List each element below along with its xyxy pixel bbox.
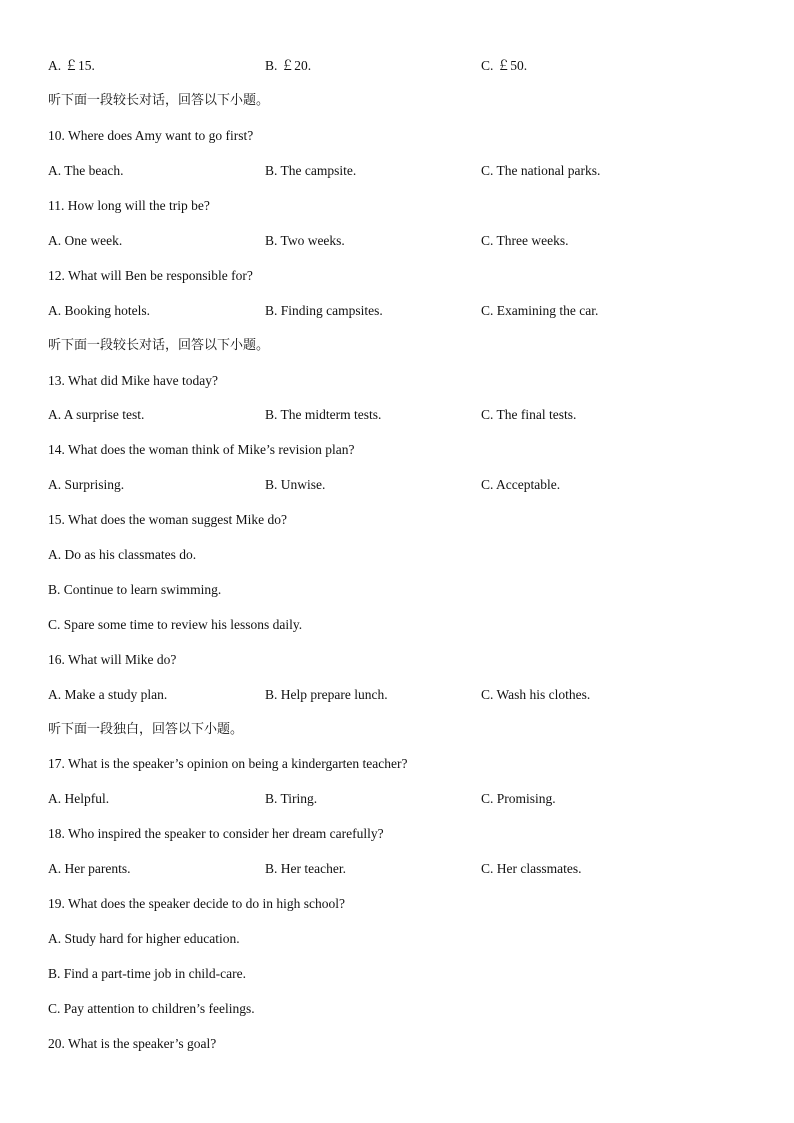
q10-option-a: A. The beach.: [48, 163, 124, 178]
q20-question: 20. What is the speaker’s goal?: [48, 1036, 217, 1051]
q13-question: 13. What did Mike have today?: [48, 373, 218, 388]
q12-option-c: C. Examining the car.: [481, 303, 599, 318]
q18-option-c: C. Her classmates.: [481, 861, 582, 876]
q9-option-b: B. ￡20.: [265, 58, 312, 73]
q13-option-a: A. A surprise test.: [48, 407, 145, 422]
q19-option-a: A. Study hard for higher education.: [48, 931, 240, 946]
q19-option-c: C. Pay attention to children’s feelings.: [48, 1001, 255, 1016]
q14-option-a: A. Surprising.: [48, 477, 125, 492]
q12-option-b: B. Finding campsites.: [265, 303, 383, 318]
q13-option-b: B. The midterm tests.: [265, 407, 382, 422]
q12-question: 12. What will Ben be responsible for?: [48, 268, 253, 283]
q19-option-b: B. Find a part-time job in child-care.: [48, 966, 246, 981]
q14-option-c: C. Acceptable.: [481, 477, 561, 492]
q14-option-b: B. Unwise.: [265, 477, 326, 492]
q9-option-a: A. ￡15.: [48, 58, 95, 73]
q10-option-b: B. The campsite.: [265, 163, 357, 178]
q17-question: 17. What is the speaker’s opinion on being a kindergarten teacher?: [48, 756, 408, 771]
q15-option-c: C. Spare some time to review his lessons daily.: [48, 617, 303, 632]
q18-option-a: A. Her parents.: [48, 861, 131, 876]
q9-option-c: C. ￡50.: [481, 58, 528, 73]
q16-option-a: A. Make a study plan.: [48, 687, 168, 702]
q13-option-c: C. The final tests.: [481, 407, 577, 422]
q14-question: 14. What does the woman think of Mike’s revision plan?: [48, 442, 355, 457]
q16-question: 16. What will Mike do?: [48, 652, 177, 667]
section-instruction-3: 听下面一段独白，回答以下小题。: [48, 722, 244, 737]
q18-option-b: B. Her teacher.: [265, 861, 346, 876]
q16-option-c: C. Wash his clothes.: [481, 687, 591, 702]
q15-question: 15. What does the woman suggest Mike do?: [48, 512, 287, 527]
q11-option-c: C. Three weeks.: [481, 233, 569, 248]
q12-option-a: A. Booking hotels.: [48, 303, 151, 318]
section-instruction-1: 听下面一段较长对话，回答以下小题。: [48, 93, 270, 108]
q17-option-c: C. Promising.: [481, 791, 556, 806]
q11-option-a: A. One week.: [48, 233, 123, 248]
q17-option-a: A. Helpful.: [48, 791, 110, 806]
q17-option-b: B. Tiring.: [265, 791, 318, 806]
q16-option-b: B. Help prepare lunch.: [265, 687, 388, 702]
q18-question: 18. Who inspired the speaker to consider her dream carefully?: [48, 826, 384, 841]
q10-question: 10. Where does Amy want to go first?: [48, 128, 254, 143]
q15-option-a: A. Do as his classmates do.: [48, 547, 197, 562]
q19-question: 19. What does the speaker decide to do in high school?: [48, 896, 346, 911]
q10-option-c: C. The national parks.: [481, 163, 601, 178]
section-instruction-2: 听下面一段较长对话，回答以下小题。: [48, 338, 270, 353]
q15-option-b: B. Continue to learn swimming.: [48, 582, 222, 597]
q11-question: 11. How long will the trip be?: [48, 198, 210, 213]
q11-option-b: B. Two weeks.: [265, 233, 345, 248]
